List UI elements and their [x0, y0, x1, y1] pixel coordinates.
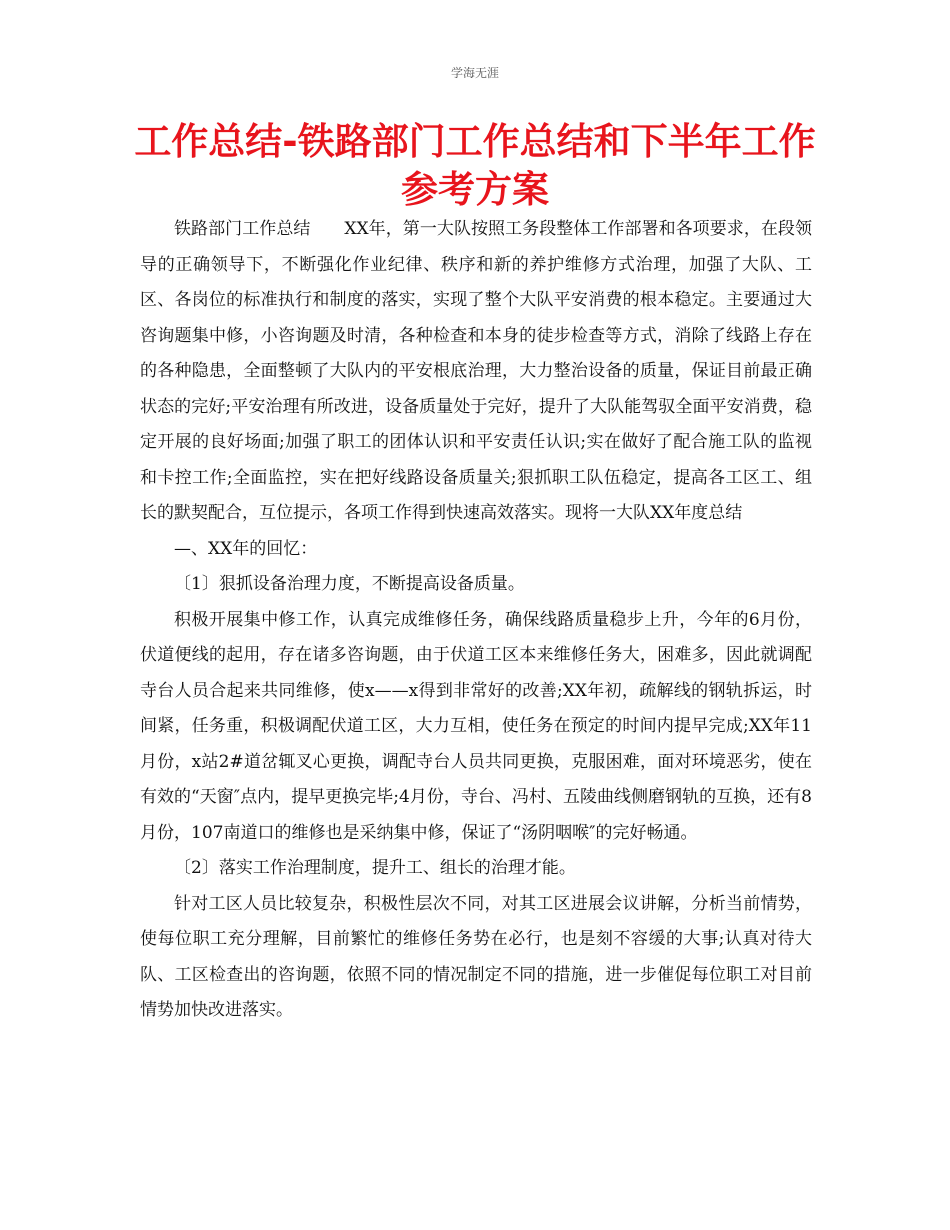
intro-lead: 铁路部门工作总结 — [174, 219, 311, 239]
subheading-management: 〔2〕落实工作治理制度，提升工、组长的治理才能。 — [174, 858, 576, 878]
document-title: 工作总结-铁路部门工作总结和下半年工作参考方案 — [134, 120, 816, 211]
paragraph-management: 针对工区人员比较复杂，积极性层次不同，对其工区进展会议讲解，分析当前情势，使每位职工充分理解，目前繁忙的维修任务势在必行，也是刻不容缓的大事;认真对待大队、工区检查出的咨询题，依照不同的情况制定不同的措施，进一步催促每位职工对目前情势加快改进落实。 — [140, 893, 812, 1020]
paragraph-maintenance: 积极开展集中修工作，认真完成维修任务，确保线路质量稳步上升，今年的6月份，伏道便线的起用，存在诸多咨询题，由于伏道工区本来维修任务大，困难多，因此就调配寺台人员合起来共同维修，使x——x得到非常好的改善;XX年初，疏解线的钢轨拆运，时间紧，任务重，积极调配伏道工区，大力互相，使任务在预定的时间内提早完成;XX年11月份，x站2#道岔辄叉心更换，调配寺台人员共同更换，克服困难，面对环境恶劣，使在有效的“天窗″点内，提早更换完毕;4月份，寺台、冯村、五陵曲线侧磨钢轨的互换，还有8月份，107南道口的维修也是采纳集中修，保证了“汤阴咽喉″的完好畅通。 — [140, 609, 812, 843]
section-heading-review: —、XX年的回忆： — [174, 538, 318, 559]
paragraph-intro — [140, 212, 812, 532]
subheading-equipment: 〔1〕狠抓设备治理力度，不断提高设备质量。 — [174, 574, 525, 594]
intro-text: XX年，第一大队按照工务段整体工作部署和各项要求，在段领导的正确领导下，不断强化作业纪律、秩序和新的养护维修方式治理，加强了大队、工区、各岗位的标准执行和制度的落实，实现了整个大队平安消费的根本稳定。主要通过大咨询题集中修，小咨询题及时清，各种检查和本身的徒步检查等方式，消除了线路上存在的各种隐患，全面整顿了大队内的平安根底治理，大力整治设备的质量，保证目前最正确状态的完好;平安治理有所改进，设备质量处于完好，提升了大队能驾驭全面平安消费，稳定开展的良好场面;加强了职工的团体认识和平安责任认识;实在做好了配合施工队的监视和卡控工作;全面监控，实在把好线路设备质量关;狠抓职工队伍稳定，提高各工区工、组长的默契配合，互位提示，各项工作得到快速高效落实。现将一大队XX年度总结 — [140, 219, 812, 523]
document-body — [140, 212, 812, 1029]
header-watermark: 学海无涯 — [450, 66, 499, 80]
